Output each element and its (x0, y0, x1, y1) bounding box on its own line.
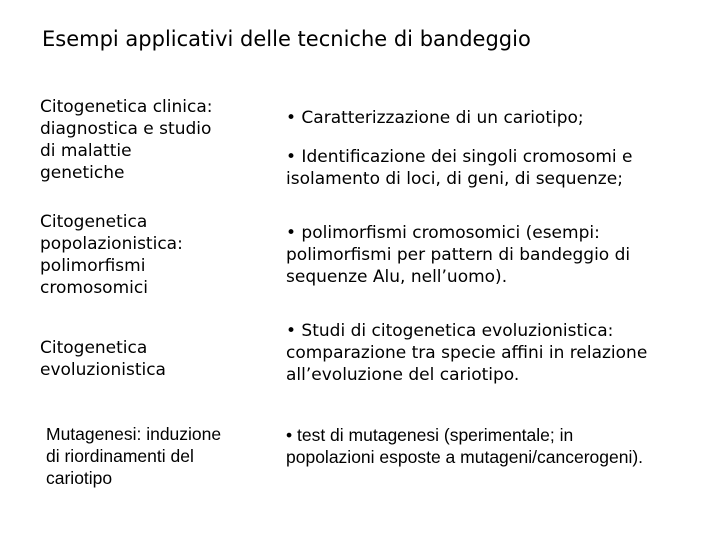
category-line: genetiche (40, 163, 125, 183)
bullet-item: • polimorfismi cromosomici (esempi: (286, 223, 600, 243)
category-line: diagnostica e studio (40, 119, 212, 139)
category-population-cytogenetics (40, 211, 260, 299)
category-line: Citogenetica clinica: (40, 97, 213, 117)
application-list-mutagenesis (286, 424, 706, 468)
bullet-item: • Caratterizzazione di un cariotipo; (286, 108, 584, 128)
category-line: cromosomici (40, 278, 148, 298)
category-line: popolazionistica: (40, 234, 183, 254)
bullet-item: • Studi di citogenetica evoluzionistica: (286, 321, 614, 341)
category-line: evoluzionistica (40, 360, 166, 380)
category-line: Mutagenesi: induzione (46, 424, 222, 444)
category-line: polimorfismi (40, 256, 146, 276)
bullet-item-continuation: popolazioni esposte a mutageni/cancerogeni). (286, 447, 644, 467)
application-list-clinical (286, 107, 706, 190)
category-line: Citogenetica (40, 338, 148, 358)
category-line: cariotipo (46, 468, 113, 488)
bullet-item-continuation: sequenze Alu, nell’uomo). (286, 267, 508, 287)
bullet-item-continuation: isolamento di loci, di geni, di sequenze; (286, 169, 623, 189)
category-line: Citogenetica (40, 212, 148, 232)
category-clinical-cytogenetics (40, 96, 260, 184)
category-evolutionary-cytogenetics (40, 337, 260, 381)
bullet-item-continuation: comparazione tra specie affini in relazione (286, 343, 648, 363)
application-list-evolutionary (286, 320, 706, 386)
page-title: Esempi applicativi delle tecniche di bandeggio (42, 27, 531, 51)
bullet-item-continuation: polimorfismi per pattern di bandeggio di (286, 245, 631, 265)
category-line: di riordinamenti del (46, 446, 194, 466)
bullet-item-continuation: all’evoluzione del cariotipo. (286, 365, 520, 385)
bullet-item: • Identificazione dei singoli cromosomi e (286, 147, 633, 167)
bullet-item: • test di mutagenesi (sperimentale; in (286, 425, 574, 445)
category-line: di malattie (40, 141, 132, 161)
application-list-population (286, 222, 706, 288)
category-mutagenesis (46, 423, 266, 489)
